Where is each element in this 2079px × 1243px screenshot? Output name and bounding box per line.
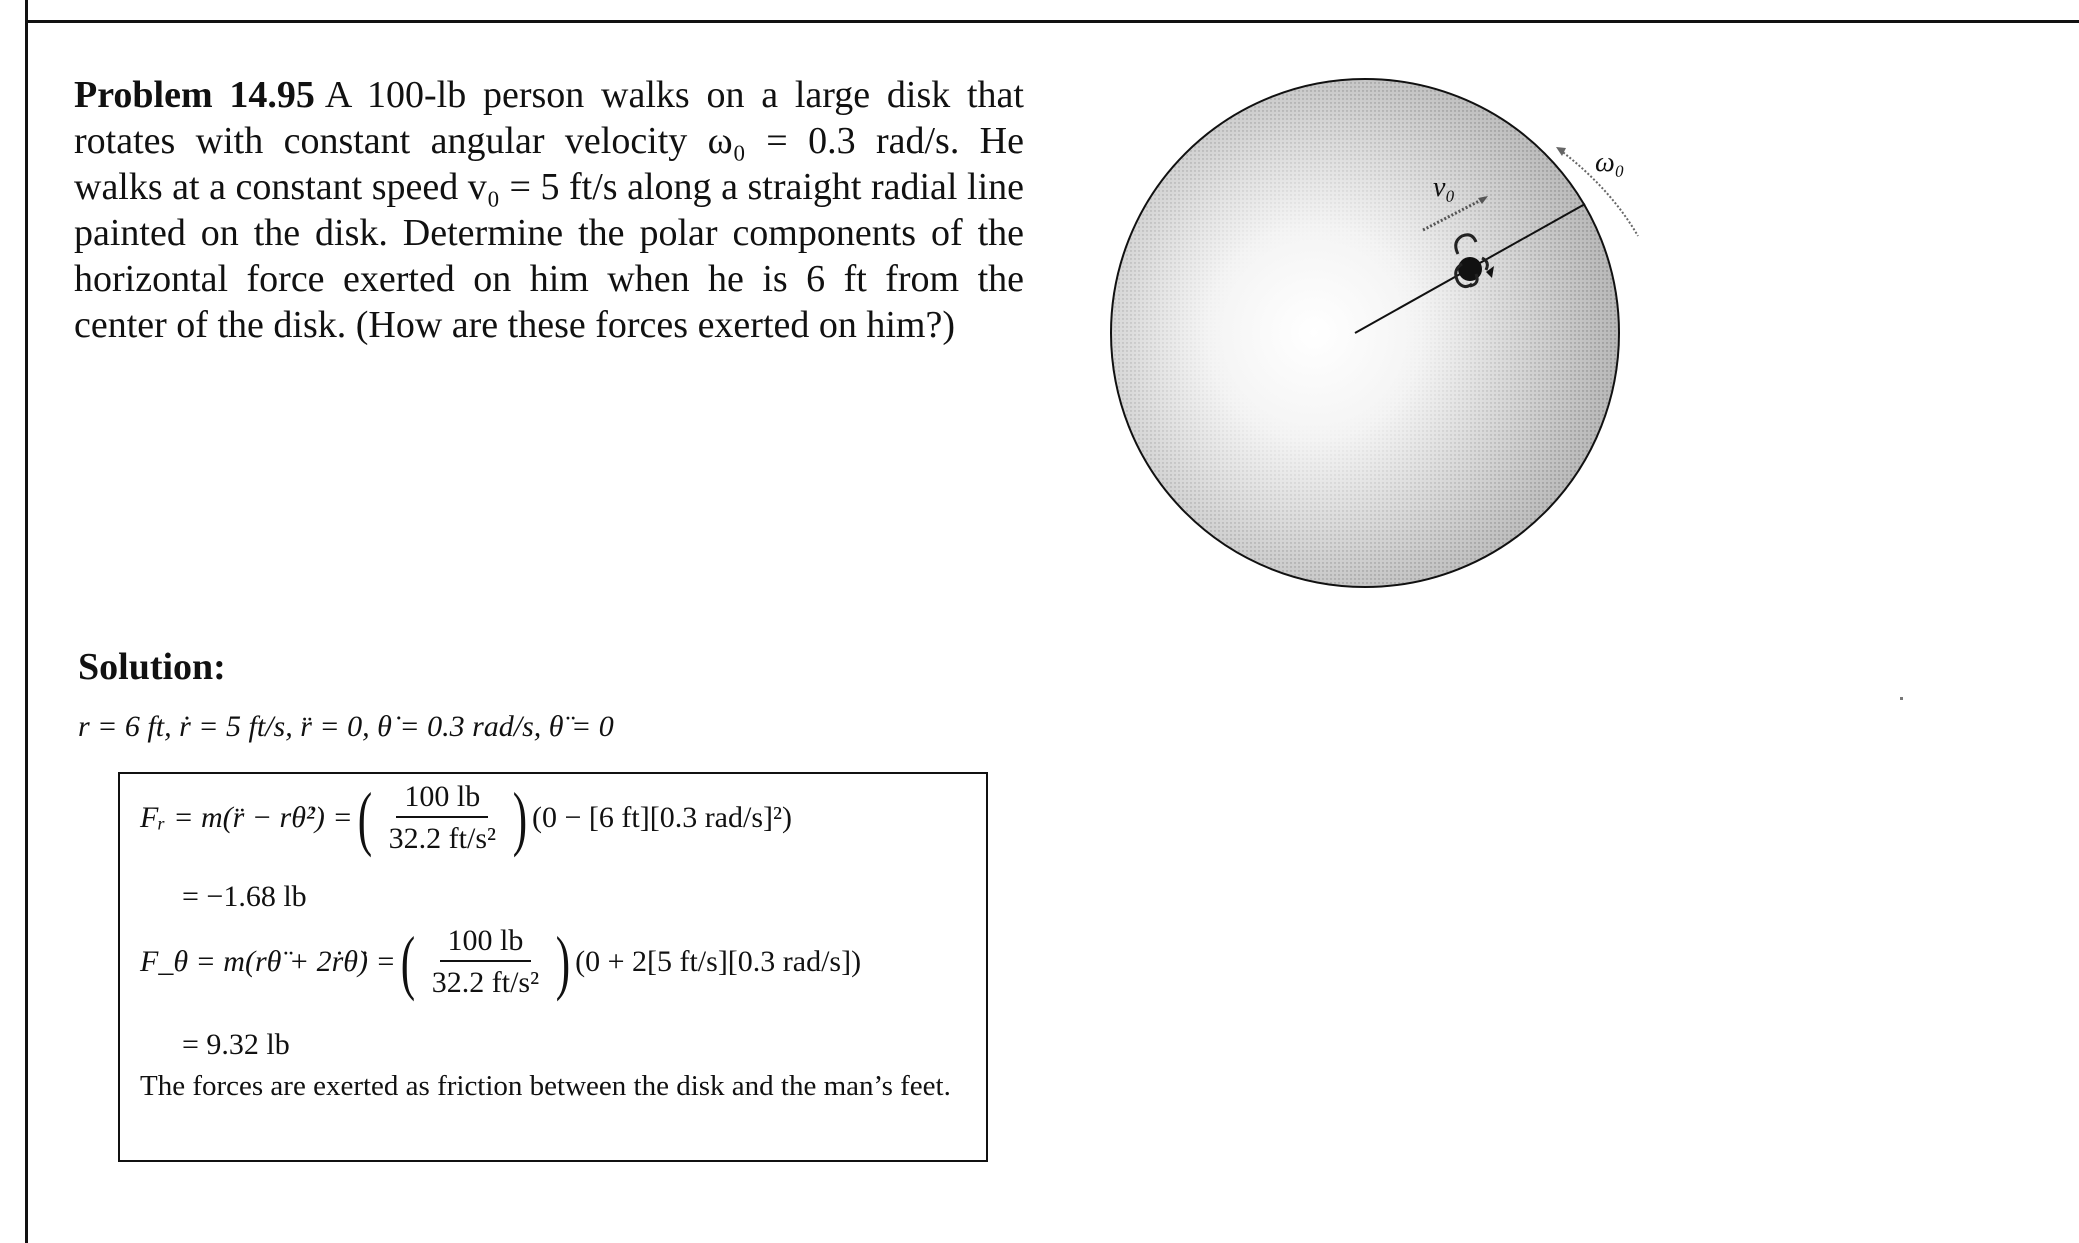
- fraction-denominator: 32.2 ft/s²: [388, 822, 496, 855]
- transverse-force-lhs: F_θ = m(rθ̈ + 2ṙθ̇) =: [140, 945, 396, 978]
- problem-statement: [74, 72, 1024, 348]
- radial-force-lhs: Fᵣ = m(r̈ − rθ̇²) =: [140, 801, 353, 834]
- velocity-label: v₀: [1433, 172, 1456, 203]
- mass-fraction: [381, 780, 504, 856]
- paren-close: ): [555, 922, 571, 1002]
- paren-open: (: [400, 922, 415, 1002]
- paren-close: ): [512, 778, 528, 858]
- problem-text: A 100-lb person walks on a large disk that rotates with constant angular velocity ω₀ = 0.3 rad/s. He walks at a constant speed v₀ = 5 ft/s along a straight radial line painted on the disk. Determine the polar components of the horizontal force exerted on him when he is 6 ft from the center of the disk. (How are these forces exerted on him?): [74, 74, 1024, 346]
- fraction-denominator: 32.2 ft/s²: [431, 966, 540, 999]
- solution-box: [118, 772, 988, 1162]
- rotating-disk-figure: [1090, 78, 1650, 598]
- radial-force-rhs: (0 − [6 ft][0.3 rad/s]²): [531, 801, 792, 834]
- scan-speck: [1900, 697, 1903, 700]
- page-border-left: [25, 0, 28, 1243]
- transverse-force-rhs: (0 + 2[5 ft/s][0.3 rad/s]): [575, 945, 862, 978]
- radial-force-equation: [140, 780, 792, 856]
- paren-open: (: [357, 778, 372, 858]
- fraction-numerator: 100 lb: [440, 924, 532, 962]
- friction-note: The forces are exerted as friction between the disk and the man’s feet.: [140, 1070, 951, 1102]
- radial-force-result: = −1.68 lb: [182, 880, 307, 913]
- mass-fraction: [424, 924, 547, 1000]
- angular-velocity-label: ω₀: [1595, 147, 1625, 178]
- solution-heading: Solution:: [78, 646, 226, 688]
- page-border-top: [25, 20, 2079, 23]
- problem-label: Problem 14.95: [74, 74, 315, 116]
- given-values: r = 6 ft, ṙ = 5 ft/s, r̈ = 0, θ̇ = 0.3 rad/s, θ̈ = 0: [78, 710, 614, 743]
- transverse-force-equation: [140, 924, 861, 1000]
- fraction-numerator: 100 lb: [396, 780, 488, 818]
- transverse-force-result: = 9.32 lb: [182, 1028, 290, 1061]
